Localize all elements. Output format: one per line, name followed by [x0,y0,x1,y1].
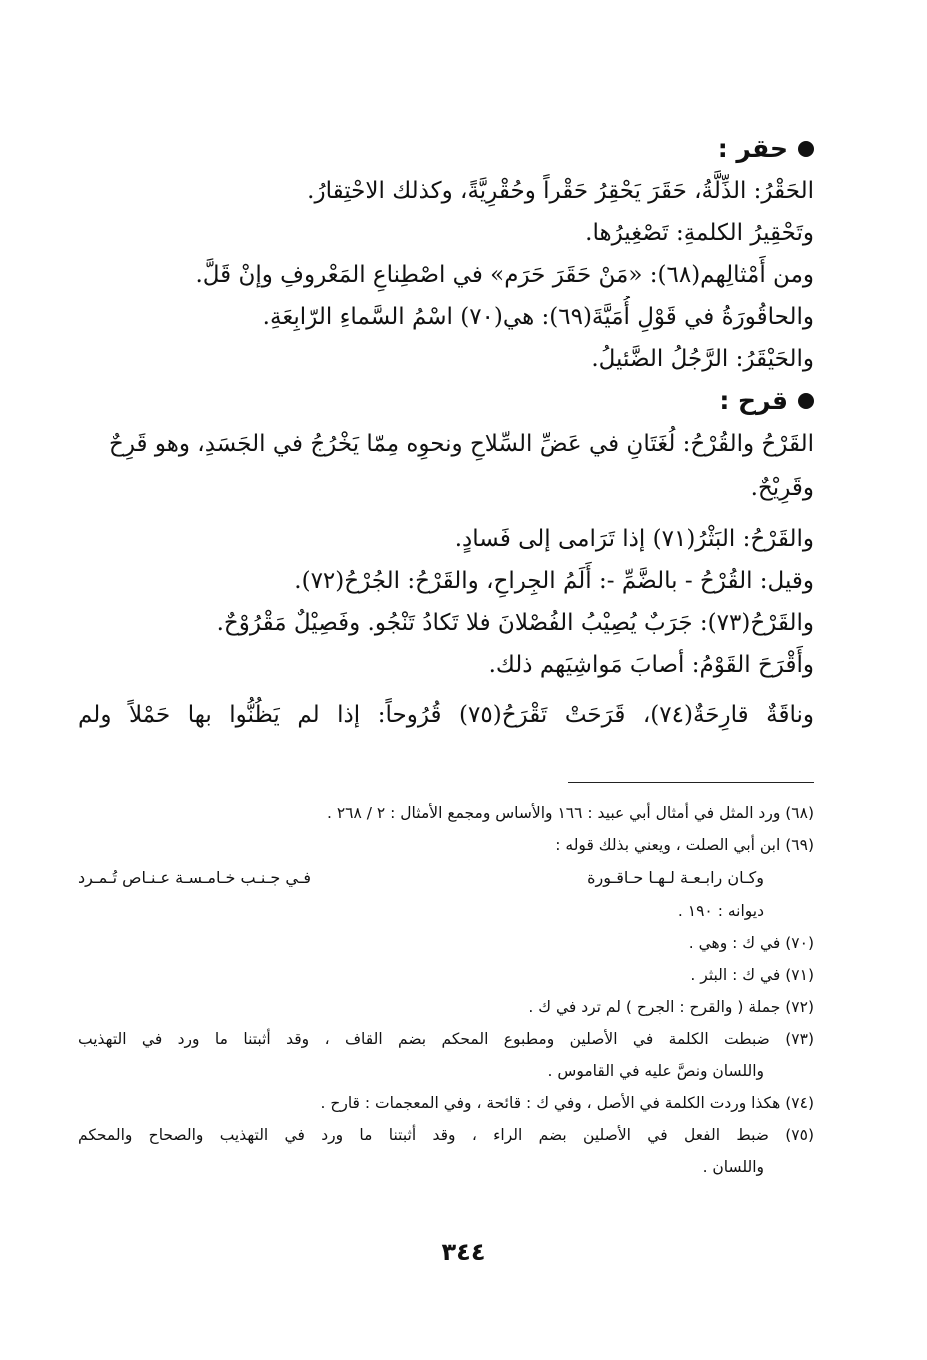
footnote-70: (٧٠) في ك : وهي . [688,934,814,952]
entry-line: وقيل: القُرْحُ - بالضَّمِّ -: أَلَمُ الجِراحِ، والقَرْحُ: الجُرْحُ(٧٢). [294,568,814,594]
footnote-68: (٦٨) ورد المثل في أمثال أبي عبيد : ١٦٦ والأساس ومجمع الأمثال : ٢ / ٢٦٨ . [326,804,814,822]
bullet-icon [798,141,814,157]
footnote-separator [568,782,814,783]
entry-line: الحَقْرُ: الذِّلَّةُ، حَقَرَ يَحْقِرُ حَقْراً وحُقْرِيَّةً، وكذلك الاحْتِقارُ. [307,178,814,204]
entry-line: ومن أَمْثالِهم(٦٨): «مَنْ حَقَرَ حَرَم» في اصْطِناعِ المَعْروفِ وإنْ قَلَّ. [195,262,814,288]
entry-line: والقَرْحُ(٧٣): جَرَبٌ يُصِيْبُ الفُصْلانَ فلا تَكادُ تَنْجُو. وفَصِيْلٌ مَقْرُوْحٌ. [216,610,814,636]
entry-line: والحاقُورَةُ في قَوْلِ أُمَيَّةَ(٦٩): هي(٧٠) اسْمُ السَّماءِ الرّابِعَةِ. [262,304,814,330]
poetry-verse [78,861,814,895]
verse-first-hemistich: وكـان رابـعـة لـهـا حـاقـورة [587,868,764,887]
page-number: ٣٤٤ [441,1238,486,1266]
footnote-73-continued: واللسان ونصَّ عليه في القاموس . [547,1062,764,1080]
footnote-73: (٧٣) ضبطت الكلمة في الأصلين ومطبوع المحكم بضم القاف ، وقد أثبتنا ما ورد في التهذيب [78,1030,814,1048]
footnote-72: (٧٢) جملة ( والقرح : الجرح ) لم ترد في ك . [528,998,814,1016]
verse-second-hemistich: فـي جـنـب خـامـسـة عـنـاص تُـمـرد [78,868,312,887]
entry-heading-label: قرح : [719,386,788,415]
footnote-74: (٧٤) هكذا وردت الكلمة في الأصل ، وفي ك : قائحة ، وفي المعجمات : قارح . [320,1094,814,1112]
footnote-71: (٧١) في ك : البثر . [690,966,814,984]
main-text [78,128,814,736]
footnote-69: (٦٩) ابن أبي الصلت ، ويعني بذلك قوله : [555,836,814,854]
bullet-icon [798,393,814,409]
entry-line: وتَحْقِيرُ الكلمةِ: تَصْغِيرُها. [585,220,814,246]
footnotes [78,797,814,1183]
entry-paragraph: القَرْحُ والقُرْحُ: لُغَتَانِ في عَضِّ السِّلاحِ ونحوِه مِمّا يَخْرُجُ في الجَسَدِ، وهو قَرِحٌ وقَرِيْحٌ. [109,431,814,501]
entry-line-continued: وناقَةٌ قارِحَةٌ(٧٤)، قَرَحَتْ تَقْرَحُ(٧٥) قُرُوحاً: إذا لم يَظُنُّوا بها حَمْلاً ولم [78,702,814,728]
entry-line: والحَيْقَرُ: الرَّجُلُ الضَّئيلُ. [591,346,814,372]
footnote-75: (٧٥) ضبط الفعل في الأصلين بضم الراء ، وقد أثبتنا ما ورد في التهذيب والصحاح والمحكم [78,1126,814,1144]
entry-heading-hqr [78,128,814,170]
entry-line: والقَرْحُ: البَثْرُ(٧١) إذا تَرَامى إلى فَسادٍ. [454,526,814,552]
footnote-69-source: ديوانه : ١٩٠ . [677,902,764,920]
entry-heading-label: حقر : [717,134,788,163]
entry-line: وأَقْرَحَ القَوْمُ: أصابَ مَواشِيَهم ذلك. [488,652,814,678]
entry-heading-qrh [78,380,814,422]
footnote-75-continued: واللسان . [702,1158,764,1176]
